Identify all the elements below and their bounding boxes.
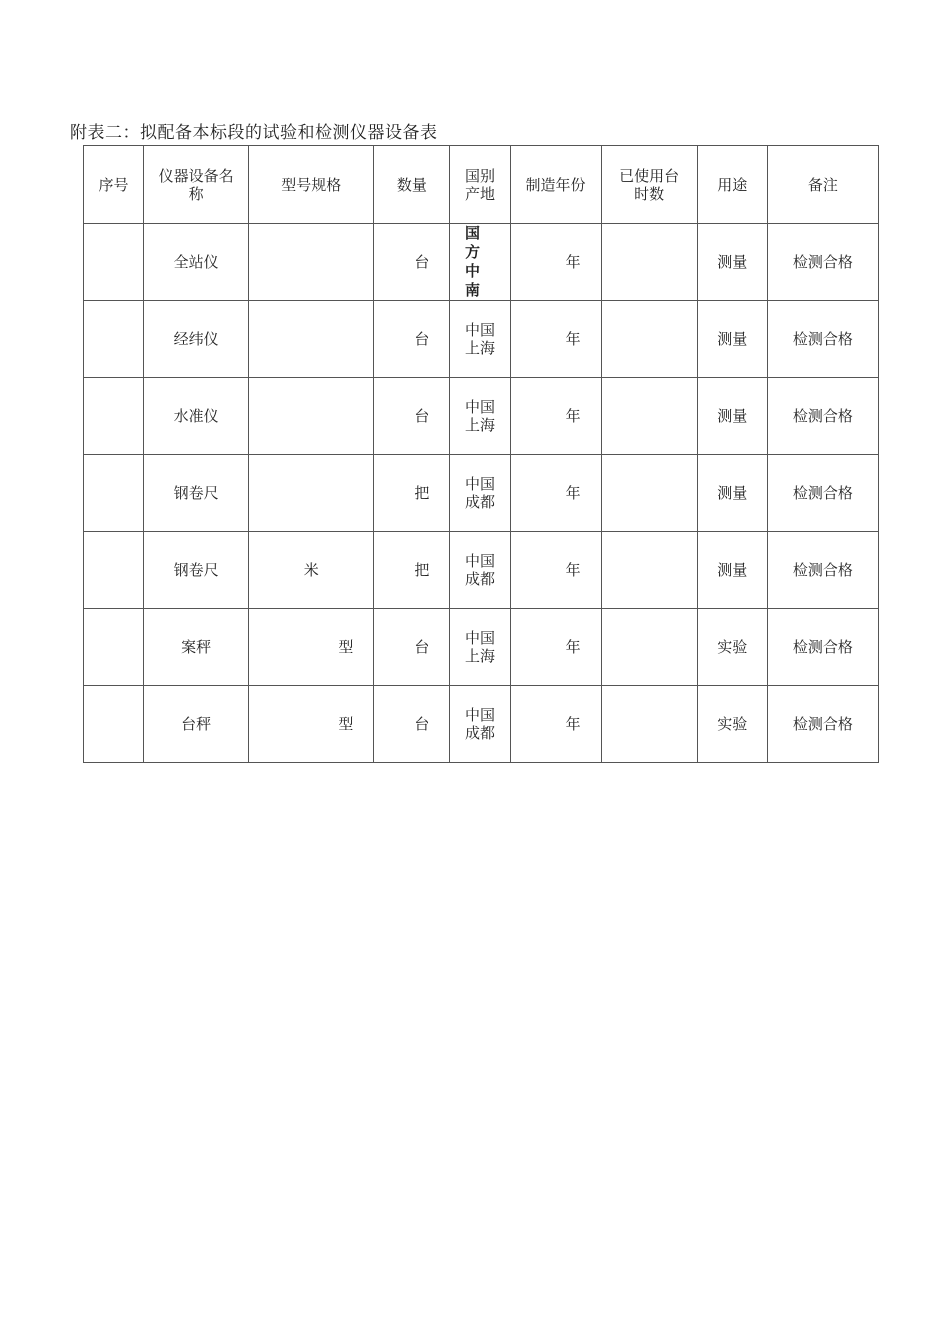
header-origin-text: 国别产地: [464, 166, 495, 203]
cell-origin: [450, 224, 510, 301]
cell-name: 钢卷尺: [144, 532, 249, 609]
cell-remark: 检测合格: [767, 224, 878, 301]
cell-index: [84, 301, 144, 378]
cell-origin: [450, 609, 510, 686]
cell-origin-text: 中国上海: [464, 321, 495, 357]
cell-index: [84, 224, 144, 301]
cell-use: 测量: [697, 378, 767, 455]
cell-year: 年: [510, 301, 601, 378]
cell-year: 年: [510, 532, 601, 609]
cell-hours: [601, 609, 697, 686]
cell-remark: 检测合格: [767, 609, 878, 686]
cell-year: 年: [510, 609, 601, 686]
cell-origin: [450, 686, 510, 763]
table-header-row: [84, 146, 879, 224]
header-year: 制造年份: [510, 146, 601, 224]
cell-origin: [450, 455, 510, 532]
cell-year: 年: [510, 378, 601, 455]
table-row: [84, 532, 879, 609]
table-row: [84, 455, 879, 532]
cell-index: [84, 686, 144, 763]
cell-use: 测量: [697, 301, 767, 378]
cell-index: [84, 378, 144, 455]
header-hours: [601, 146, 697, 224]
cell-hours: [601, 686, 697, 763]
cell-hours: [601, 532, 697, 609]
cell-hours: [601, 378, 697, 455]
header-use: 用途: [697, 146, 767, 224]
cell-year: 年: [510, 686, 601, 763]
cell-origin: [450, 378, 510, 455]
header-model: 型号规格: [249, 146, 374, 224]
table-row: [84, 224, 879, 301]
cell-model: 型: [249, 609, 374, 686]
cell-model: 米: [249, 532, 374, 609]
cell-qty: 台: [374, 378, 450, 455]
header-origin: [450, 146, 510, 224]
cell-qty: 台: [374, 609, 450, 686]
header-remark: 备注: [767, 146, 878, 224]
cell-index: [84, 455, 144, 532]
cell-name: 水准仪: [144, 378, 249, 455]
cell-use: 测量: [697, 532, 767, 609]
cell-origin-text: 中国上海: [464, 398, 495, 434]
cell-qty: 台: [374, 301, 450, 378]
cell-index: [84, 609, 144, 686]
cell-origin-text: 中国成都: [464, 706, 495, 742]
cell-qty: 台: [374, 224, 450, 301]
cell-qty: 台: [374, 686, 450, 763]
header-index: 序号: [84, 146, 144, 224]
cell-use: 实验: [697, 686, 767, 763]
page-title: 附表二：拟配备本标段的试验和检测仪器设备表: [70, 123, 438, 143]
table-row: [84, 686, 879, 763]
cell-qty: 把: [374, 455, 450, 532]
cell-remark: 检测合格: [767, 686, 878, 763]
cell-origin-text: 中国成都: [464, 475, 495, 511]
cell-use: 测量: [697, 224, 767, 301]
cell-origin: [450, 532, 510, 609]
cell-origin-text: 中国上海: [464, 629, 495, 665]
cell-hours: [601, 301, 697, 378]
cell-name: 全站仪: [144, 224, 249, 301]
cell-index: [84, 532, 144, 609]
cell-hours: [601, 455, 697, 532]
header-hours-text: 已使用台时数: [619, 166, 680, 203]
cell-hours: [601, 224, 697, 301]
cell-model: [249, 455, 374, 532]
cell-model: [249, 224, 374, 301]
table-row: [84, 609, 879, 686]
cell-use: 测量: [697, 455, 767, 532]
table-row: [84, 378, 879, 455]
cell-origin-text: 中国成都: [464, 552, 495, 588]
table-row: [84, 301, 879, 378]
cell-remark: 检测合格: [767, 532, 878, 609]
header-qty: 数量: [374, 146, 450, 224]
cell-name: 钢卷尺: [144, 455, 249, 532]
cell-year: 年: [510, 455, 601, 532]
cell-remark: 检测合格: [767, 455, 878, 532]
cell-origin: [450, 301, 510, 378]
cell-remark: 检测合格: [767, 301, 878, 378]
cell-origin-text: 国方中南: [464, 224, 480, 299]
cell-use: 实验: [697, 609, 767, 686]
equipment-table: [83, 145, 879, 763]
cell-qty: 把: [374, 532, 450, 609]
cell-year: 年: [510, 224, 601, 301]
cell-name: 台秤: [144, 686, 249, 763]
cell-model: [249, 301, 374, 378]
cell-name: 案秤: [144, 609, 249, 686]
cell-model: [249, 378, 374, 455]
header-name: [144, 146, 249, 224]
cell-name: 经纬仪: [144, 301, 249, 378]
cell-remark: 检测合格: [767, 378, 878, 455]
cell-model: 型: [249, 686, 374, 763]
header-name-text: 仪器设备名称: [158, 166, 234, 203]
